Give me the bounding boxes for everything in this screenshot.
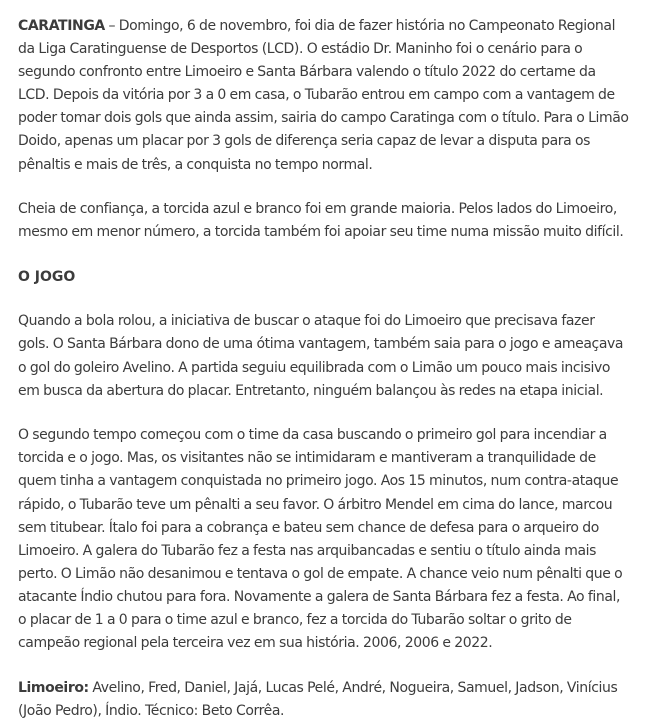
lineup-paragraph [18,677,629,723]
section-heading: O JOGO [18,268,76,285]
intro-paragraph [18,15,629,177]
first-half-paragraph: Quando a bola rolou, a iniciativa de buscar o ataque foi do Limoeiro que precisava fazer gols. O Santa Bárbara dono de uma ótima vantagem, também saia para o jogo e ameaçava o gol do goleiro Avelino. A partida seguiu equilibrada com o Limão um pouco mais incisivo em busca da abertura do placar. Entretanto, ninguém balançou às redes na etapa inicial. [18,313,624,399]
lineup-team: Limoeiro: [18,679,89,696]
dateline: CARATINGA [18,18,105,34]
second-half-paragraph: O segundo tempo começou com o time da casa buscando o primeiro gol para incendiar a torcida e o jogo. Mas, os visitantes não se intimidaram e mantiveram a tranquilidade de quem tinha a vantagem conquistada no primeiro jogo. Aos 15 minutos, num contra-ataque rápido, o Tubarão teve um pênalti a seu favor. O árbitro Mendel em cima do lance, marcou sem titubear. Ítalo foi para a cobrança e bateu sem chance de defesa para o arqueiro do Limoeiro. A galera do Tubarão fez a festa nas arquibancadas e sentiu o título ainda mais perto. O Limão não desanimou e tentava o gol de empate. A chance veio num pênalti que o atacante Índio chutou para fora. Novamente a galera de Santa Bárbara fez a festa. Ao final, o placar de 1 a 0 para o time azul e branco, fez a torcida do Tubarão soltar o grito de campeão regional pela terceira vez em sua história. 2006, 2006 e 2022. [18,427,623,652]
intro-text: – Domingo, 6 de novembro, foi dia de fazer história no Campeonato Regional da Liga Caratinguense de Desportos (LCD). O estádio Dr. Maninho foi o cenário para o segundo confronto entre Limoeiro e Santa Bárbara valendo o título 2022 do certame da LCD. Depois da vitória por 3 a 0 em casa, o Tubarão entrou em campo com a vantagem de poder tomar dois gols que ainda assim, sairia do campo Caratinga com o título. Para o Limão Doido, apenas um placar por 3 gols de diferença seria capaz de levar a disputa para os pênaltis e mais de três, a conquista no tempo normal. [18,18,629,173]
crowd-paragraph: Cheia de confiança, a torcida azul e branco foi em grande maioria. Pelos lados do Limoeiro, mesmo em menor número, a torcida também foi apoiar seu time numa missão muito difícil. [18,201,624,241]
lineup-players: Avelino, Fred, Daniel, Jajá, Lucas Pelé, André, Nogueira, Samuel, Jadson, Vinícius (João Pedro), Índio. Técnico: Beto Corrêa. [18,679,618,719]
